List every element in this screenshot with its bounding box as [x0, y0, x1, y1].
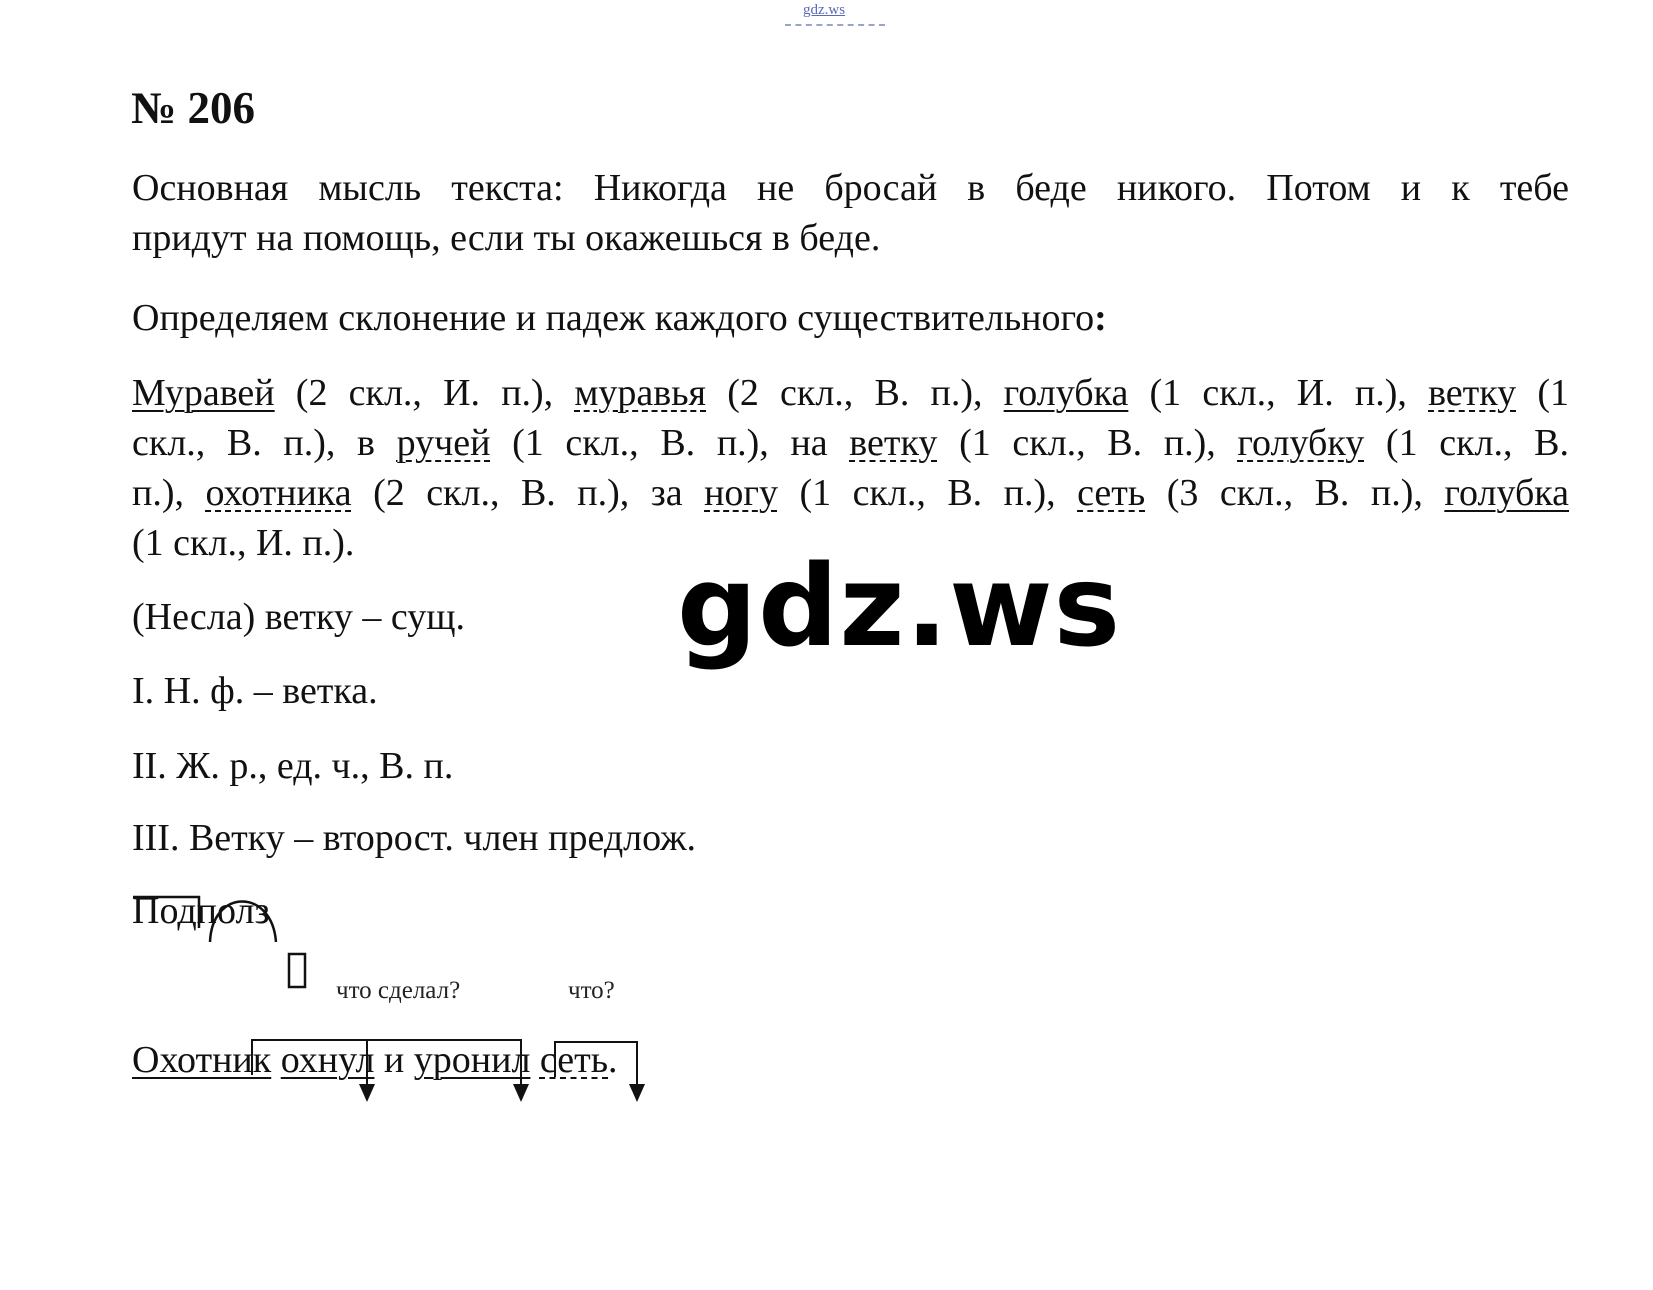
- parse-point-3: III. Ветку – второст. член предлож.: [132, 817, 696, 859]
- question-bracket-2: [555, 1042, 637, 1090]
- noun-object: ногу: [704, 472, 778, 514]
- case-note: п.),: [132, 472, 206, 514]
- parse-point-2: II. Ж. р., ед. ч., В. п.: [132, 745, 454, 787]
- noun-object: ручей: [396, 422, 491, 464]
- case-note: (1 скл., В. п.),: [937, 422, 1238, 464]
- noun-object: голубку: [1237, 422, 1365, 464]
- case-note: (1 скл., В.: [1364, 422, 1569, 464]
- question-bracket-1: [252, 1040, 521, 1090]
- ending-mark: [289, 954, 305, 987]
- case-note: (2 скл., В. п.),: [706, 372, 1004, 414]
- noun-object: ветку: [849, 422, 938, 464]
- noun-object: сеть: [1077, 472, 1146, 514]
- case-note: (1: [1516, 372, 1570, 414]
- arrow-head: [513, 1084, 529, 1102]
- sentence-predicate-2: уронил: [413, 1039, 531, 1081]
- arrow-head: [359, 1084, 375, 1102]
- sentence-period: .: [608, 1039, 618, 1081]
- sentence-predicate-1: охнул: [280, 1039, 375, 1081]
- sentence-object: сеть: [539, 1039, 609, 1081]
- sentence-subject: Охотник: [132, 1039, 272, 1081]
- question-label-2: что?: [568, 977, 615, 1004]
- noun-subject: голубка: [1003, 372, 1129, 414]
- site-mark: gdz.ws: [803, 2, 846, 18]
- noun-object: охотника: [205, 472, 352, 514]
- case-note: (1 скл., В. п.), на: [490, 422, 850, 464]
- case-note: скл., В. п.), в: [132, 422, 397, 464]
- case-note: (1 скл., И. п.),: [1128, 372, 1429, 414]
- question-label-1: что сделал?: [336, 977, 461, 1004]
- parse-head: (Несла) ветку – сущ.: [132, 596, 466, 638]
- parse-point-1: I. Н. ф. – ветка.: [132, 670, 378, 712]
- declension-intro-colon: :: [1094, 297, 1107, 339]
- main-idea-line-2: придут на помощь, если ты окажешься в беде.: [132, 217, 881, 259]
- root-mark: [210, 902, 276, 943]
- case-note: (2 скл., В. п.), за: [351, 472, 705, 514]
- noun-subject: Муравей: [132, 372, 275, 414]
- nouns-line-4: (1 скл., И. п.).: [132, 522, 355, 564]
- noun-subject: голубка: [1444, 472, 1570, 514]
- noun-object: муравья: [574, 372, 707, 414]
- prefix-mark: [133, 897, 199, 928]
- watermark: gdz.ws: [677, 542, 1122, 672]
- case-note: (2 скл., И. п.),: [274, 372, 575, 414]
- main-idea-line-1: Основная мысль текста: Никогда не бросай в беде никого. Потом и к тебе: [132, 167, 1569, 209]
- arrow-head: [629, 1084, 645, 1102]
- noun-object: ветку: [1428, 372, 1517, 414]
- morpheme-word: Подполз: [132, 890, 270, 932]
- task-number: № 206: [131, 83, 255, 133]
- case-note: (1 скл., В. п.),: [777, 472, 1078, 514]
- declension-intro-text: Определяем склонение и падеж каждого существительного: [132, 297, 1095, 339]
- case-note: (3 скл., В. п.),: [1145, 472, 1445, 514]
- sentence-conjunction: и: [374, 1039, 414, 1081]
